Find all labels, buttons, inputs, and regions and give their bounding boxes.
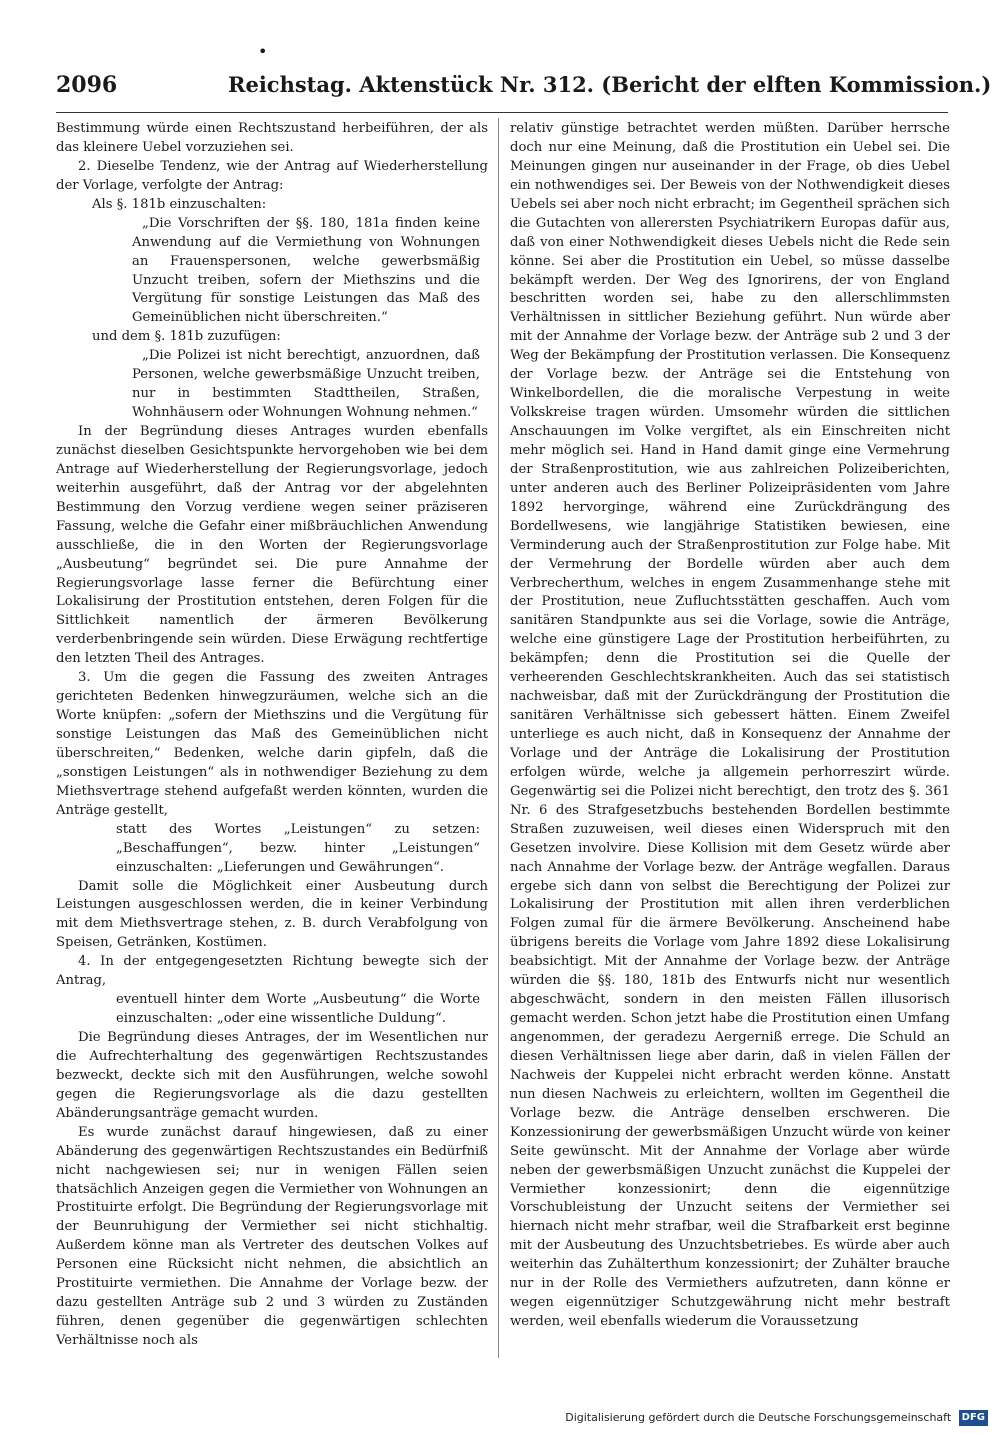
quoted-provision: „Die Vorschriften der §§. 180, 181a finden keine Anwendung auf die Vermiethung von Wohnungen an Frauenspersonen, welche gewerbsmäßig Unzucht treiben, sofern der Miethszins und die Vergütung für sonstige Leistungen das Maß des Gemeinüblichen nicht überschreiten.“: [132, 215, 480, 326]
dfg-logo: DFG: [959, 1410, 988, 1426]
paragraph: und dem §. 181b zuzufügen:: [92, 329, 281, 345]
column-divider: [498, 118, 499, 1358]
paragraph: 2. Dieselbe Tendenz, wie der Antrag auf Wiederherstellung der Vorlage, verfolgte der Antrag:: [56, 158, 488, 193]
paragraph: Bestimmung würde einen Rechtszustand herbeiführen, der als das kleinere Uebel vorzuziehen sei.: [56, 121, 488, 155]
page-header: [56, 68, 992, 102]
page-dot-mark: •: [258, 42, 268, 61]
left-column: [56, 120, 488, 1360]
quoted-provision: „Die Polizei ist nicht berechtigt, anzuordnen, daß Personen, welche gewerbsmäßige Unzucht treiben, nur in bestimmten Stadttheilen, Straßen, Wohnhäusern oder Wohnungen Wohnung nehmen.“: [132, 348, 480, 421]
paragraph: Die Begründung dieses Antrages, der im Wesentlichen nur die Aufrechterhaltung des gegenwärtigen Rechtszustandes bezweckt, deckte sich mit den Ausführungen, welche sowohl gegen die Regierungsvorlage als die dazu gestellten Abänderungsanträge gemacht wurden.: [56, 1030, 488, 1121]
right-column: [510, 120, 950, 1360]
paragraph: Damit solle die Möglichkeit einer Ausbeutung durch Leistungen ausgeschlossen werden, die in keiner Verbindung mit dem Miethsvertrage stehen, z. B. durch Verabfolgung von Speisen, Getränken, Kostümen.: [56, 878, 488, 951]
footer-credit-text: Digitalisierung gefördert durch die Deutsche Forschungsgemeinschaft: [565, 1411, 952, 1424]
paragraph: 4. In der entgegengesetzten Richtung bewegte sich der Antrag,: [56, 954, 488, 989]
footer-credit: [565, 1410, 988, 1426]
paragraph: 3. Um die gegen die Fassung des zweiten Antrages gerichteten Bedenken hinwegzuräumen, welche sich an die Worte knüpfen: „sofern der Miethszins und die Vergütung für sonstige Leistungen das Maß des Gemeinüblichen nicht überschreiten,“ Bedenken, welche darin gipfeln, daß die „sonstigen Leistungen“ als in nothwendiger Beziehung zu dem Miethsvertrage stehend aufgefaßt werden könnten, wurden die Anträge gestellt,: [56, 670, 488, 818]
running-title: Reichstag. Aktenstück Nr. 312. (Bericht der elften Kommission.): [228, 72, 992, 97]
quoted-provision: eventuell hinter dem Worte „Ausbeutung“ die Worte einzuschalten: „oder eine wissentliche Duldung“.: [116, 992, 480, 1027]
paragraph: In der Begründung dieses Antrages wurden ebenfalls zunächst dieselben Gesichtspunkte hervorgehoben wie bei dem Antrage auf Wiederherstellung der Regierungsvorlage, jedoch weiterhin ausgeführt, daß der Antrag vor der abgelehnten Bestimmung den Vorzug verdiene wegen seiner präziseren Fassung, welche die Gefahr einer mißbräuchlichen Anwendung ausschließe, die in den Worten der Regierungsvorlage „Ausbeutung“ begründet sei. Die pure Annahme der Regierungsvorlage lasse ferner die Befürchtung einer Lokalisirung der Prostitution entstehen, deren Folgen für die Sittlichkeit namentlich der ärmeren Bevölkerung verderbenbringende sein würden. Diese Erwägung rechtfertige den letzten Theil des Antrages.: [56, 424, 488, 667]
header-rule: [56, 112, 948, 113]
paragraph: Es wurde zunächst darauf hingewiesen, daß zu einer Abänderung des gegenwärtigen Rechtszustandes ein Bedürfniß nicht nachgewiesen sei; nur in wenigen Fällen seien thatsächlich Anzeigen gegen die Vermiether von Wohnungen an Prostituirte erfolgt. Die Begründung der Regierungsvorlage mit der Beunruhigung der Vermiether sei nicht stichhaltig. Außerdem könne man als Vertreter des deutschen Volkes auf Personen eine Rücksicht nicht nehmen, die absichtlich an Prostituirte vermiethen. Die Annahme der Vorlage bezw. der dazu gestellten Anträge sub 2 und 3 würden zu Zuständen führen, denen gegenüber die gegenwärtigen schlechten Verhältnisse noch als: [56, 1124, 488, 1348]
paragraph: relativ günstige betrachtet werden müßten. Darüber herrsche doch nur eine Meinung, daß die Prostitution ein Uebel sei. Die Meinungen gingen nur auseinander in der Frage, ob dies Uebel ein nothwendiges sei. Der Beweis von der Nothwendigkeit dieses Uebels sei aber noch nicht erbracht; im Gegentheil sprächen sich die Gutachten von allerersten Psychiatrikern Europas dafür aus, daß von einer Nothwendigkeit dieses Uebels nicht die Rede sein könne. Sei aber die Prostitution ein Uebel, so müsse dasselbe bekämpft werden. Der Weg des Ignorirens, der von England beschritten worden sei, habe zu den allerschlimmsten Verhältnissen in sittlicher Beziehung geführt. Nun würde aber mit der Annahme der Vorlage bezw. der Anträge sub 2 und 3 der Weg der Bekämpfung der Prostitution verlassen. Die Konsequenz der Vorlage bezw. der Anträge sei die Entstehung von Winkelbordellen, die die moralische Verpestung in weite Volkskreise tragen würden. Umsomehr würden die sittlichen Anschauungen im Volke vergiftet, als ein Einschreiten nicht mehr möglich sei. Hand in Hand damit ginge eine Vermehrung der Straßenprostitution, wie aus zahlreichen Polizeiberichten, unter anderen auch des Berliner Polizeipräsidenten vom Jahre 1892 hervorginge, während eine Zurückdrängung des Bordellwesens, wie langjährige Statistiken bewiesen, eine Verminderung auch der Straßenprostitution zur Folge habe. Mit der Vermehrung der Bordelle würden aber auch dem Verbrecherthum, welches in engem Zusammenhange stehe mit der Prostitution, neue Zufluchtsstätten geschaffen. Auch vom sanitären Standpunkte aus sei die Vorlage, sowie die Anträge, welche eine günstigere Lage der Prostitution herbeiführten, zu bekämpfen; denn die Prostitution sei die Quelle der verheerenden Geschlechtskrankheiten. Auch das sei statistisch nachweisbar, daß mit der Zurückdrängung der Prostitution die sanitären Verhältnisse sich gebessert hätten. Einem Zweifel unterliege es auch nicht, daß in Konsequenz der Annahme der Vorlage und der Anträge die Lokalisirung der Prostitution erfolgen würde, welche ja allgemein perhorreszirt würde. Gegenwärtig sei die Polizei nicht berechtigt, den trotz des §. 361 Nr. 6 des Strafgesetzbuchs bestehenden Bordellen bestimmte Straßen zuzuweisen, weil dieses einen Widerspruch mit den Gesetzen involvire. Diese Kollision mit dem Gesetz würde aber nach Annahme der Vorlage bezw. der Anträge wegfallen. Daraus ergebe sich dann von selbst die Berechtigung der Polizei zur Lokalisirung der Prostitution mit allen ihren verderblichen Folgen zumal für die ärmere Bevölkerung. Anscheinend habe übrigens bereits die Vorlage vom Jahre 1892 diese Lokalisirung beabsichtigt. Mit der Annahme der Vorlage bezw. der Anträge würden die §§. 180, 181b des Entwurfs nicht nur wesentlich abgeschwächt, sondern in den meisten Fällen illusorisch gemacht werden. Schon jetzt habe die Prostitution einen Umfang angenommen, der geradezu Aergerniß errege. Die Schuld an diesen Verhältnissen liege aber darin, daß in vielen Fällen der Nachweis der Kuppelei nicht erbracht werden könne. Anstatt nun diesen Nachweis zu erleichtern, wollten im Gegentheil die Vorlage bezw. die Anträge denselben erschweren. Die Konzessionirung der gewerbsmäßigen Unzucht würde von keiner Seite gewünscht. Mit der Annahme der Vorlage aber würde neben der gewerbsmäßigen Unzucht zunächst die Kuppelei der Vermiether konzessionirt; denn die eigennützige Vorschubleistung der Unzucht seitens der Vermiether sei hiernach nicht mehr strafbar, weil die Strafbarkeit erst beginne mit der Ausbeutung des Unzuchtsbetriebes. Es würde aber auch weiterhin das Zuhälterthum konzessionirt; der Zuhälter brauche nur in der Rolle des Vermiethers aufzutreten, dann könne er wegen eigennütziger Schutzgewährung nicht mehr bestraft werden, weil ebenfalls wiederum die Voraussetzung: [510, 121, 950, 1330]
quoted-provision: statt des Wortes „Leistungen“ zu setzen: „Beschaffungen“, bezw. hinter „Leistungen“ einzuschalten: „Lieferungen und Gewährungen“.: [116, 821, 480, 875]
page-number: 2096: [56, 72, 118, 98]
paragraph: Als §. 181b einzuschalten:: [92, 196, 267, 212]
